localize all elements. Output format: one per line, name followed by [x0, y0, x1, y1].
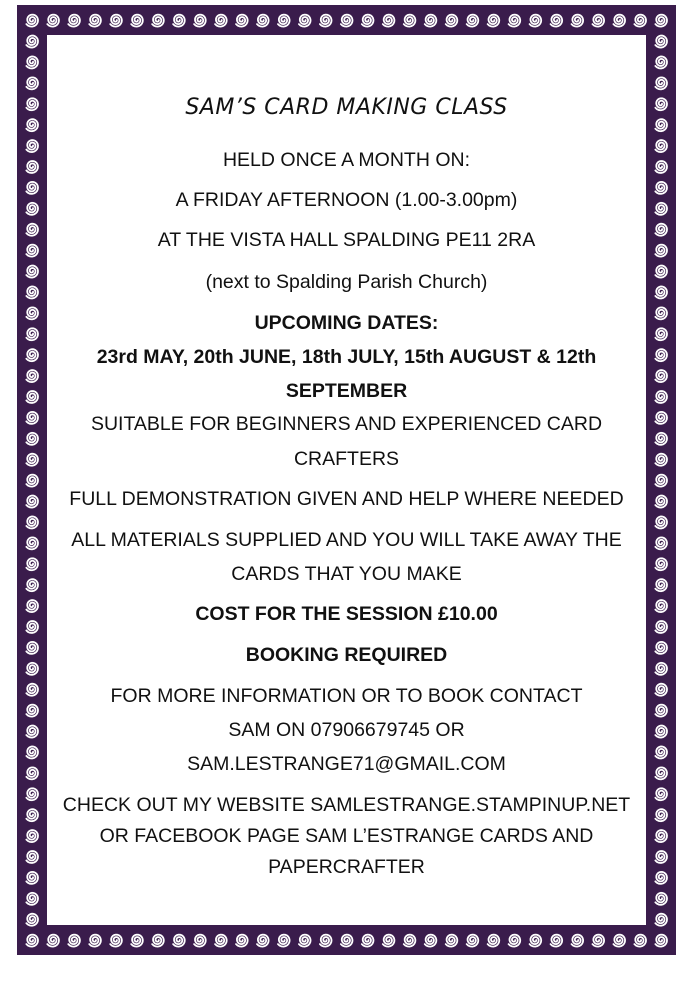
spiral-icon [655, 621, 667, 633]
spiral-icon [655, 245, 667, 257]
spiral-icon [26, 726, 38, 738]
spiral-icon [592, 935, 604, 947]
spiral-icon [655, 893, 667, 905]
email-address: SAM.LESTRANGE71@GMAIL.COM [187, 753, 506, 775]
spiral-icon [362, 15, 374, 27]
booking-line: BOOKING REQUIRED [245, 644, 448, 666]
spiral-icon [26, 56, 38, 68]
spiral-icon [509, 935, 521, 947]
spiral-icon [257, 15, 269, 27]
spiral-icon [68, 935, 80, 947]
spiral-icon [655, 935, 667, 947]
spiral-icon [467, 15, 479, 27]
suitable-line-1: SUITABLE FOR BEGINNERS AND EXPERIENCED CARD [90, 413, 603, 435]
spiral-icon [655, 516, 667, 528]
contact-line-1: FOR MORE INFORMATION OR TO BOOK CONTACT [110, 685, 583, 707]
spiral-icon [26, 119, 38, 131]
spiral-icon [655, 77, 667, 89]
spiral-icon [26, 433, 38, 445]
spiral-icon [89, 935, 101, 947]
spiral-icon [655, 140, 667, 152]
spiral-icon [26, 266, 38, 278]
spiral-icon [655, 705, 667, 717]
spiral-icon [110, 15, 122, 27]
spiral-icon [236, 935, 248, 947]
spiral-icon [592, 15, 604, 27]
spiral-icon [26, 454, 38, 466]
contact-line-2: SAM ON 07906679745 OR [228, 719, 465, 741]
spiral-icon [655, 496, 667, 508]
spiral-icon [173, 15, 185, 27]
spiral-icon [194, 935, 206, 947]
spiral-icon [655, 851, 667, 863]
spiral-icon [26, 15, 38, 27]
spiral-icon [571, 15, 583, 27]
spiral-icon [655, 726, 667, 738]
spiral-icon [655, 370, 667, 382]
spiral-icon [194, 15, 206, 27]
spiral-icon [530, 15, 542, 27]
spiral-icon [634, 935, 646, 947]
spiral-icon [89, 15, 101, 27]
spiral-icon [26, 600, 38, 612]
spiral-icon [47, 15, 59, 27]
spiral-icon [425, 15, 437, 27]
spiral-icon [655, 537, 667, 549]
spiral-icon [26, 516, 38, 528]
spiral-icon [655, 767, 667, 779]
cost-line: COST FOR THE SESSION £10.00 [195, 603, 498, 625]
spiral-icon [26, 663, 38, 675]
spiral-icon [383, 15, 395, 27]
spiral-icon [131, 15, 143, 27]
spiral-icon [110, 935, 122, 947]
spiral-icon [26, 809, 38, 821]
spiral-icon [655, 119, 667, 131]
spiral-icon [571, 935, 583, 947]
spiral-icon [509, 15, 521, 27]
spiral-icon [26, 98, 38, 110]
spiral-icon [551, 935, 563, 947]
spiral-icon [655, 182, 667, 194]
spiral-icon [131, 935, 143, 947]
spiral-icon [655, 600, 667, 612]
spiral-icon [613, 935, 625, 947]
spiral-icon [320, 935, 332, 947]
spiral-icon [47, 935, 59, 947]
spiral-icon [26, 161, 38, 173]
materials-line-1: ALL MATERIALS SUPPLIED AND YOU WILL TAKE AWAY THE [71, 529, 622, 551]
spiral-icon [26, 307, 38, 319]
spiral-icon [655, 328, 667, 340]
spiral-icon [257, 935, 269, 947]
spiral-icon [655, 36, 667, 48]
spiral-icon [446, 935, 458, 947]
spiral-icon [26, 370, 38, 382]
spiral-icon [530, 935, 542, 947]
spiral-icon [299, 935, 311, 947]
spiral-icon [488, 935, 500, 947]
spiral-icon [26, 328, 38, 340]
spiral-icon [26, 391, 38, 403]
spiral-icon [26, 349, 38, 361]
spiral-icon [404, 935, 416, 947]
spiral-icon [655, 433, 667, 445]
venue-note: (next to Spalding Parish Church) [205, 271, 488, 293]
spiral-icon [26, 893, 38, 905]
spiral-icon [362, 935, 374, 947]
spiral-icon [613, 15, 625, 27]
spiral-icon [278, 935, 290, 947]
spiral-icon [278, 15, 290, 27]
spiral-icon [26, 182, 38, 194]
dates-line-2: SEPTEMBER [285, 380, 408, 402]
spiral-icon [655, 830, 667, 842]
spiral-icon [655, 746, 667, 758]
materials-line-2: CARDS THAT YOU MAKE [231, 563, 462, 585]
spiral-icon [152, 15, 164, 27]
spiral-icon [26, 579, 38, 591]
spiral-icon [26, 475, 38, 487]
spiral-icon [26, 224, 38, 236]
spiral-icon [655, 788, 667, 800]
spiral-icon [299, 15, 311, 27]
spiral-icon [215, 15, 227, 27]
time-line: A FRIDAY AFTERNOON (1.00-3.00pm) [175, 189, 518, 211]
spiral-icon [655, 558, 667, 570]
spiral-icon [383, 935, 395, 947]
spiral-icon [26, 746, 38, 758]
spiral-icon [655, 307, 667, 319]
dates-line-1: 23rd MAY, 20th JUNE, 18th JULY, 15th AUGUST & 12th [96, 346, 597, 368]
schedule-line: HELD ONCE A MONTH ON: [222, 149, 471, 171]
spiral-icon [26, 684, 38, 696]
dates-heading: UPCOMING DATES: [254, 312, 439, 334]
flyer-title: SAM’S CARD MAKING CLASS [185, 95, 508, 120]
spiral-icon [26, 36, 38, 48]
spiral-icon [655, 914, 667, 926]
spiral-icon [26, 537, 38, 549]
spiral-icon [26, 788, 38, 800]
spiral-icon [173, 935, 185, 947]
demonstration-line: FULL DEMONSTRATION GIVEN AND HELP WHERE NEEDED [69, 488, 624, 510]
spiral-icon [26, 77, 38, 89]
spiral-icon [26, 851, 38, 863]
spiral-icon [26, 621, 38, 633]
website-line-2: OR FACEBOOK PAGE SAM L’ESTRANGE CARDS AND [99, 825, 594, 847]
spiral-icon [425, 935, 437, 947]
spiral-icon [404, 15, 416, 27]
spiral-icon [655, 161, 667, 173]
spiral-icon [488, 15, 500, 27]
spiral-icon [26, 705, 38, 717]
spiral-icon [26, 872, 38, 884]
spiral-icon [152, 935, 164, 947]
spiral-icon [26, 412, 38, 424]
spiral-icon [68, 15, 80, 27]
spiral-icon [655, 412, 667, 424]
spiral-icon [634, 15, 646, 27]
spiral-icon [655, 475, 667, 487]
spiral-icon [236, 15, 248, 27]
spiral-icon [26, 558, 38, 570]
spiral-icon [655, 579, 667, 591]
spiral-icon [655, 203, 667, 215]
spiral-icon [655, 454, 667, 466]
spiral-icon [320, 15, 332, 27]
website-line-3: PAPERCRAFTER [268, 856, 425, 878]
spiral-icon [655, 56, 667, 68]
spiral-icon [26, 767, 38, 779]
spiral-icon [655, 809, 667, 821]
spiral-icon [655, 349, 667, 361]
venue-line: AT THE VISTA HALL SPALDING PE11 2RA [157, 229, 536, 251]
spiral-icon [26, 830, 38, 842]
spiral-icon [26, 286, 38, 298]
spiral-icon [655, 642, 667, 654]
spiral-icon [26, 203, 38, 215]
spiral-icon [26, 245, 38, 257]
spiral-icon [551, 15, 563, 27]
spiral-icon [446, 15, 458, 27]
spiral-icon [341, 935, 353, 947]
spiral-icon [341, 15, 353, 27]
spiral-icon [655, 15, 667, 27]
spiral-icon [655, 266, 667, 278]
spiral-icon [26, 642, 38, 654]
spiral-icon [655, 684, 667, 696]
spiral-icon [655, 224, 667, 236]
spiral-icon [215, 935, 227, 947]
suitable-line-2: CRAFTERS [293, 448, 400, 470]
spiral-icon [26, 935, 38, 947]
website-line-1: CHECK OUT MY WEBSITE SAMLESTRANGE.STAMPINUP.NET [62, 794, 631, 816]
spiral-icon [655, 98, 667, 110]
spiral-icon [655, 663, 667, 675]
spiral-icon [655, 872, 667, 884]
spiral-icon [26, 496, 38, 508]
spiral-icon [655, 286, 667, 298]
spiral-icon [655, 391, 667, 403]
spiral-icon [467, 935, 479, 947]
spiral-icon [26, 140, 38, 152]
spiral-icon [26, 914, 38, 926]
